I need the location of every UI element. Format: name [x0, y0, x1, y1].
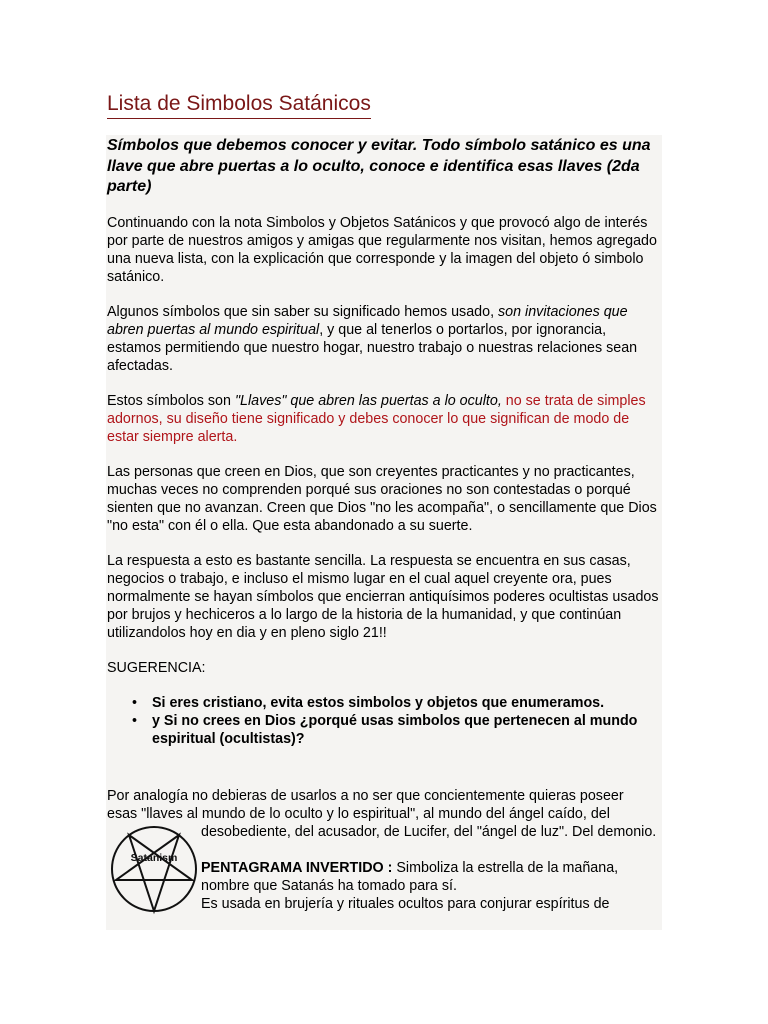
- paragraph-believers: Las personas que creen en Dios, que son creyentes practicantes y no practicantes, muchas veces no comprenden porqué sus oraciones no son contestadas o porqué sienten que no avanzan. Creen que Dios "no les acompaña", o sencillamente que Dios "no esta" con él o ella. Que esta abandonado a su suerte.: [107, 463, 657, 534]
- analogy-line-1: Por analogía no debieras de usarlos a no ser que concientemente quieras poseer: [107, 788, 624, 804]
- paragraph-answer: La respuesta a esto es bastante sencilla. La respuesta se encuentra en sus casas, negocios o trabajo, e incluso el mismo lugar en el cual aquel creyente ora, pues normalmente se hayan símbolos que encierran antiquísimos poderes ocultistas usados por brujos y hechiceros a lo largo de la historia de la humanidad, y que continúan utilizandolos hoy en dia y en pleno siglo 21!!: [107, 552, 659, 641]
- article-subtitle: Símbolos que debemos conocer y evitar. Todo símbolo satánico es una llave que abre puertas a lo oculto, conoce e identifica esas llaves (2da parte): [107, 137, 651, 195]
- pentacle-label: Satanism: [130, 852, 178, 864]
- paragraph-keys-start: Estos símbolos son: [107, 392, 235, 409]
- pentagram-description: Simboliza la estrella de la mañana, nombre que Satanás ha tomado para sí.: [201, 860, 619, 894]
- paragraph-keys: [107, 392, 662, 446]
- analogy-line-2: esas "llaves al mundo de lo oculto y lo espiritual", al mundo del ángel caído, del: [107, 806, 610, 822]
- suggestion-label: SUGERENCIA:: [107, 659, 206, 676]
- suggestion-list: [107, 694, 662, 748]
- page-title: Lista de Simbolos Satánicos: [107, 92, 371, 119]
- paragraph-invitations-start: Algunos símbolos que sin saber su significado hemos usado,: [107, 303, 499, 320]
- list-item: • y Si no crees en Dios ¿porqué usas simbolos que pertenecen al mundo espiritual (ocultistas)?: [132, 712, 662, 748]
- paragraph-invitations-end: , y que al tenerlos o portarlos, por ignorancia, estamos permitiendo que nuestro hogar, nuestro trabajo o nuestras relaciones sean afectadas.: [107, 321, 638, 374]
- list-item: • Si eres cristiano, evita estos simbolos y objetos que enumeramos.: [132, 694, 662, 712]
- analogy-indented: desobediente, del acusador, de Lucifer, del "ángel de luz". Del demonio.: [201, 824, 657, 840]
- pentagram-heading: PENTAGRAMA INVERTIDO :: [201, 860, 393, 876]
- paragraph-invitations: [107, 303, 662, 375]
- pentagram-paragraph: [201, 859, 662, 895]
- paragraph-intro: Continuando con la nota Simbolos y Objetos Satánicos y que provocó algo de interés por parte de nuestros amigos y amigas que regularmente nos visitan, hemos agregado una nueva lista, con la explicación que corresponde y la imagen del objeto ó simbolo satánico.: [107, 214, 657, 285]
- paragraph-keys-warning: no se trata de simples adornos, su diseño tiene significado y debes conocer lo que significan de modo de estar siempre alerta.: [107, 392, 646, 445]
- analogy-text-block: [107, 787, 662, 913]
- pentagram-usage: Es usada en brujería y rituales ocultos para conjurar espíritus de: [201, 896, 610, 912]
- paragraph-invitations-emphasis: son invitaciones que abren puertas al mundo espiritual: [107, 303, 628, 338]
- paragraph-keys-emphasis: "Llaves" que abren las puertas a lo oculto,: [234, 392, 502, 409]
